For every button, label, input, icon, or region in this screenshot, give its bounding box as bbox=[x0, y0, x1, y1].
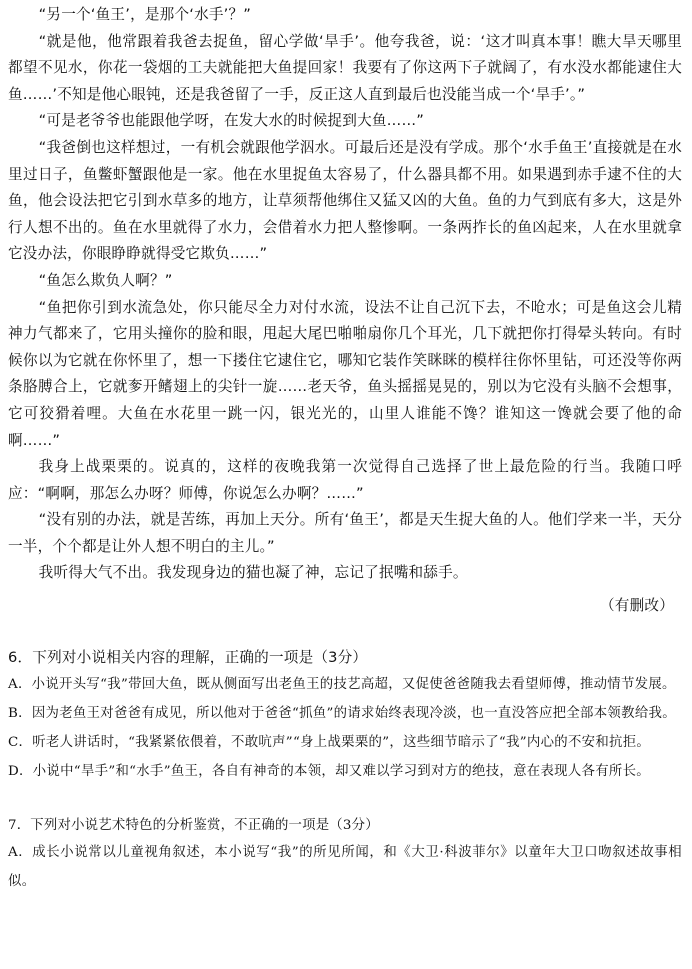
story-paragraph-1: “另一个‘鱼王’，是那个‘水手’？” bbox=[38, 6, 252, 23]
question-7-option-a: A．成长小说常以儿童视角叙述，本小说写“我”的所见所闻，和《大卫·科波菲尔》以童年大卫口吻叙述故事相似。 bbox=[8, 844, 682, 889]
story-excerpt bbox=[8, 2, 682, 620]
question-6-option-a: A．小说开头写“我”带回大鱼，既从侧面写出老鱼王的技艺高超，又促使爸爸随我去看望师傅，推动情节发展。 bbox=[8, 676, 676, 692]
story-paragraph-3: “可是老爷爷也能跟他学呀，在发大水的时候捉到大鱼……” bbox=[38, 112, 425, 130]
question-6-stem: 6．下列对小说相关内容的理解，正确的一项是（3分） bbox=[8, 648, 368, 666]
question-6 bbox=[8, 646, 682, 786]
story-paragraph-6: “鱼把你引到水流急处，你只能尽全力对付水流，设法不让自己沉下去，不呛水；可是鱼这会儿精神力气都来了，它用头撞你的脸和眼，甩起大尾巴啪啪扇你几个耳光，几下就把你打得晕头转向。有时候你以为它就在你怀里了，想一下搂住它逮住它，哪知它装作笑眯眯的模样往你怀里钻，可还没等你两条胳膊合上，它就奓开鳍翅上的尖针一旋……老天爷，鱼头摇摇晃晃的，别以为它没有头脑不会想事，它可狡猾着哩。大鱼在水花里一跳一闪，银光光的，山里人谁能不馋？谁知这一馋就会要了他的命啊……” bbox=[8, 298, 682, 449]
source-note: （有删改） bbox=[600, 597, 674, 615]
question-6-option-c: C．听老人讲话时，“我紧紧依偎着，不敢吭声”“身上战栗栗的”，这些细节暗示了“我”内心的不安和抗拒。 bbox=[8, 734, 651, 750]
question-6-option-b: B．因为老鱼王对爸爸有成见，所以他对于爸爸“抓鱼”的请求始终表现冷淡，也一直没答应把全部本领教给我。 bbox=[8, 705, 676, 721]
story-paragraph-7: 我身上战栗栗的。说真的，这样的夜晚我第一次觉得自己选择了世上最危险的行当。我随口呼应：“啊啊，那怎么办呀？师傅，你说怎么办啊？……” bbox=[8, 458, 682, 502]
story-paragraph-5: “鱼怎么欺负人啊？” bbox=[38, 271, 173, 289]
question-7-stem: 7．下列对小说艺术特色的分析鉴赏，不正确的一项是（3分） bbox=[8, 817, 379, 833]
question-7 bbox=[8, 814, 682, 896]
story-paragraph-9: 我听得大气不出。我发现身边的猫也凝了神，忘记了抿嘴和舔手。 bbox=[38, 564, 468, 582]
story-paragraph-8: “没有别的办法，就是苦练，再加上天分。所有‘鱼王’，都是天生捉大鱼的人。他们学来一半，天分一半，个个都是让外人想不明白的主儿。” bbox=[8, 511, 682, 555]
story-paragraph-2: “就是他，他常跟着我爸去捉鱼，留心学做‘旱手’。他夸我爸，说：‘这才叫真本事！瞧大旱天哪里都望不见水，你花一袋烟的工夫就能把大鱼提回家！我要有了你这两下子就阔了，有水没水都能逮住大鱼……’不知是他心眼钝，还是我爸留了一手，反正这人直到最后也没能当成一个‘旱手’。” bbox=[8, 32, 682, 103]
story-paragraph-4: “我爸倒也这样想过，一有机会就跟他学泅水。可最后还是没有学成。那个‘水手鱼王’直接就是在水里过日子，鱼鳖虾蟹跟他是一家。他在水里捉鱼太容易了，什么器具都不用。如果遇到赤手逮不住的大鱼，他会设法把它引到水草多的地方，让草须帮他绑住又猛又凶的大鱼。鱼的力气到底有多大，这是外行人想不出的。鱼在水里就得了水力，会借着水力把人整惨啊。一条两拃长的鱼凶起来，人在水里就拿它没办法，你眼睁睁就得受它欺负……” bbox=[8, 138, 682, 263]
question-6-option-d: D．小说中“旱手”和“水手”鱼王，各自有神奇的本领，却又难以学习到对方的绝技，意在表现人各有所长。 bbox=[8, 763, 651, 779]
